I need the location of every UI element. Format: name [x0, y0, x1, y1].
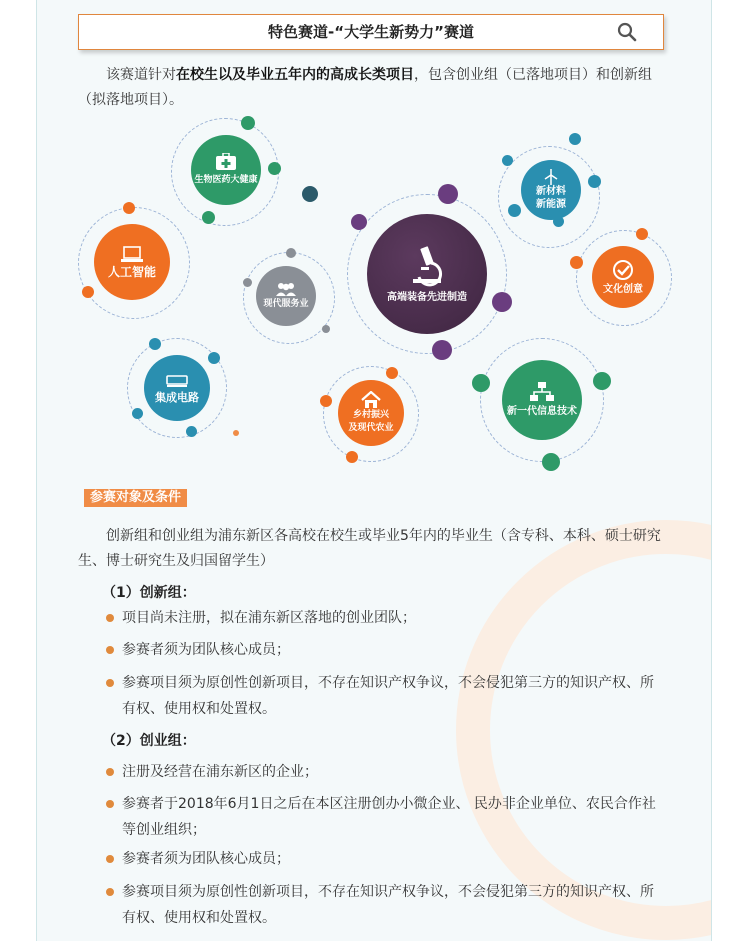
intro-bold: 在校生以及毕业五年内的高成长类项目 — [176, 67, 414, 83]
track-diagram — [36, 120, 712, 490]
medical-kit-icon — [215, 153, 237, 171]
dot — [588, 175, 601, 188]
section-tag: 参赛对象及条件 — [84, 489, 187, 507]
track-rural — [338, 380, 404, 446]
track-ic-label: 集成电路 — [155, 390, 199, 404]
intro-prefix: 该赛道针对 — [106, 67, 176, 83]
checkmark-icon — [612, 259, 634, 281]
dot — [438, 184, 458, 204]
group2-title: （2）创业组： — [102, 733, 196, 749]
track-newenergy-label: 新材料 新能源 — [536, 186, 566, 210]
dot — [149, 338, 161, 350]
dot — [123, 202, 135, 214]
track-ai — [94, 224, 170, 300]
search-icon[interactable] — [617, 22, 637, 42]
dot — [351, 214, 367, 230]
dot — [569, 133, 581, 145]
track-rural-label: 乡村振兴 及现代农业 — [348, 410, 394, 433]
track-services-label: 现代服务业 — [263, 298, 309, 309]
dot — [346, 451, 358, 463]
track-biomed-label: 生物医药大健康 — [194, 175, 258, 185]
page-edge-left — [36, 0, 37, 941]
decorative-arc — [456, 520, 712, 940]
conditions-intro: 创新组和创业组为浦东新区各高校在校生或毕业5年内的毕业生（含专科、本科、硕士研究生、博士研究生及归国留学生） — [78, 528, 661, 569]
dot — [593, 372, 611, 390]
track-it-label: 新一代信息技术 — [507, 406, 577, 417]
list-item: 参赛项目须为原创性创新项目，不存在知识产权争议，不会侵犯第三方的知识产权、所有权、使用权和处置权。 — [104, 670, 664, 722]
dot — [286, 248, 296, 258]
dot — [508, 204, 521, 217]
dot — [241, 116, 255, 130]
left-margin — [0, 0, 36, 941]
house-icon — [360, 391, 382, 409]
track-ai-label: 人工智能 — [107, 264, 156, 279]
track-center — [367, 214, 487, 334]
dot — [636, 228, 648, 240]
track-biomed — [191, 135, 261, 205]
dot — [302, 186, 318, 202]
dot — [268, 162, 281, 175]
wind-turbine-icon — [542, 169, 560, 185]
people-icon — [275, 282, 297, 296]
laptop-icon — [120, 246, 144, 264]
dot — [243, 278, 252, 287]
section-title-bar — [78, 14, 664, 50]
dot — [82, 286, 94, 298]
dot — [233, 430, 239, 436]
track-culture-label: 文化创意 — [603, 283, 643, 295]
dot — [132, 408, 143, 419]
article-page — [36, 0, 712, 941]
dot — [432, 340, 452, 360]
dot — [502, 155, 513, 166]
track-newenergy — [521, 160, 581, 220]
list-item: 参赛项目须为原创性创新项目，不存在知识产权争议，不会侵犯第三方的知识产权、所有权、使用权和处置权。 — [104, 879, 664, 931]
track-ic — [144, 355, 210, 421]
network-icon — [529, 382, 555, 402]
section-title: 特色赛道-“大学生新势力”赛道 — [268, 23, 474, 41]
microscope-icon — [407, 245, 447, 287]
dot — [472, 374, 490, 392]
dot — [322, 325, 330, 333]
list-item: 参赛者于2018年6月1日之后在本区注册创办小微企业、 民办非企业单位、农民合作社等创业组织； — [104, 791, 664, 843]
track-services — [256, 266, 316, 326]
track-culture — [592, 246, 654, 308]
intro-paragraph — [78, 63, 668, 113]
dot — [492, 292, 512, 312]
chip-icon — [165, 373, 189, 389]
dot — [386, 367, 398, 379]
dot — [320, 395, 332, 407]
dot — [542, 453, 560, 471]
dot — [202, 211, 215, 224]
dot — [186, 426, 197, 437]
group1-title: （1）创新组： — [102, 585, 196, 601]
dot — [570, 256, 583, 269]
list-item: 参赛者须为团队核心成员； — [104, 846, 664, 872]
list-item: 注册及经营在浦东新区的企业； — [104, 759, 664, 785]
track-it — [502, 360, 582, 440]
list-item: 参赛者须为团队核心成员； — [104, 637, 664, 663]
right-margin — [712, 0, 746, 941]
track-center-label: 高端装备先进制造 — [387, 291, 467, 303]
dot — [208, 352, 220, 364]
list-item: 项目尚未注册，拟在浦东新区落地的创业团队； — [104, 605, 664, 631]
intro-suffix: ，包含创业组（已落地项目）和创新组（拟落地项目）。 — [78, 67, 652, 108]
